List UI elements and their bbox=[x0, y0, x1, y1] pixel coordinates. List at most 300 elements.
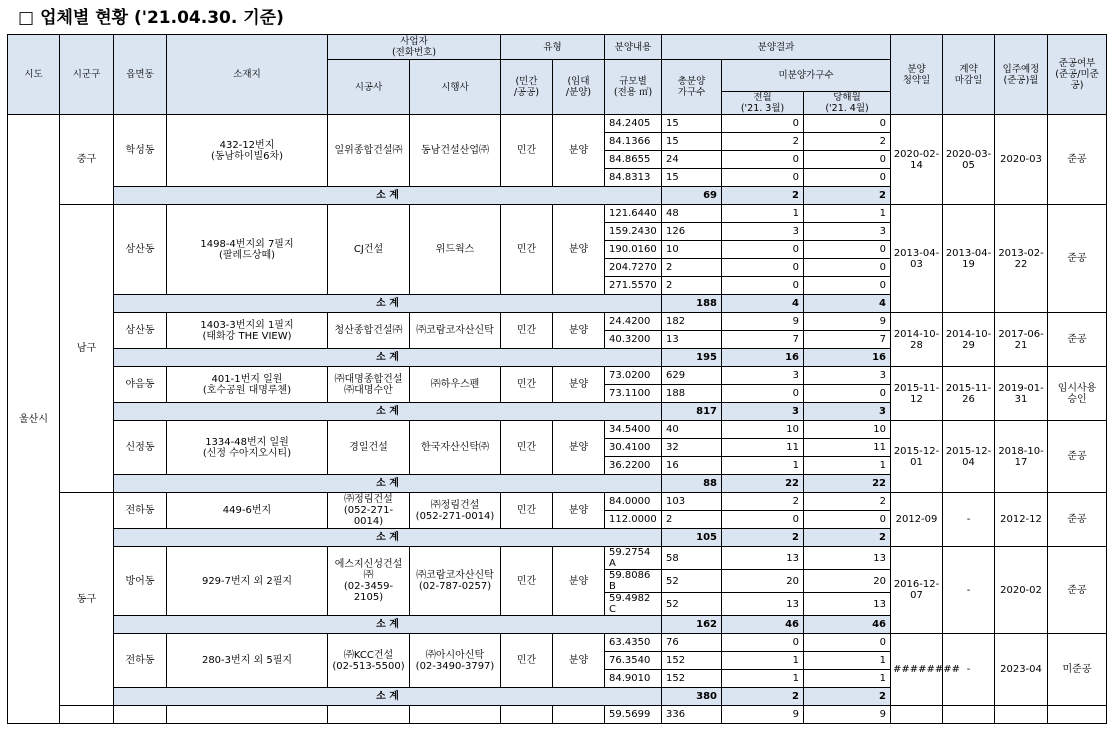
constructor-cell bbox=[328, 313, 410, 349]
prev-month-cell-text: 2 bbox=[792, 136, 800, 147]
move-in-cell bbox=[995, 367, 1048, 421]
type-private-cell-text: 민간 bbox=[516, 575, 537, 587]
type-lease-cell bbox=[553, 493, 605, 529]
size-cell-text: 59.4982 C bbox=[609, 593, 651, 615]
move-in-cell bbox=[995, 547, 1048, 634]
total-units-cell bbox=[662, 439, 722, 457]
prev-month-cell bbox=[722, 223, 804, 241]
sale-start-cell-text: 2015-11- 12 bbox=[893, 382, 940, 405]
location-cell-text: 280-3번지 외 5필지 bbox=[201, 655, 293, 666]
dong-cell-text: 전하동 bbox=[125, 505, 155, 516]
type-lease-cell bbox=[553, 421, 605, 475]
subtotal-prev bbox=[722, 349, 804, 367]
location-cell bbox=[167, 634, 328, 688]
move-in-cell-text: 2019-01- 31 bbox=[998, 382, 1044, 405]
developer-cell-text: 위드웍스 bbox=[435, 244, 475, 255]
developer-cell bbox=[410, 634, 501, 688]
this-month-cell bbox=[804, 670, 891, 688]
size-cell bbox=[605, 493, 662, 511]
total-units-cell-text: 76 bbox=[666, 637, 679, 648]
subtotal-label-text: 소 계 bbox=[376, 298, 399, 309]
this-month-cell bbox=[804, 277, 891, 295]
this-month-cell-text: 9 bbox=[879, 316, 887, 327]
location-cell bbox=[167, 205, 328, 295]
this-month-cell bbox=[804, 367, 891, 385]
empty-cell bbox=[114, 706, 167, 724]
move-in-cell-text: 2023-04 bbox=[1000, 664, 1042, 675]
constructor-cell bbox=[328, 421, 410, 475]
type-private-cell-text: 민간 bbox=[516, 505, 537, 516]
this-month-cell bbox=[804, 259, 891, 277]
total-units-cell-text: 48 bbox=[666, 208, 679, 219]
type-lease-cell bbox=[553, 205, 605, 295]
developer-cell bbox=[410, 421, 501, 475]
size-cell-text: 204.7270 bbox=[609, 262, 657, 273]
size-cell bbox=[605, 169, 662, 187]
this-month-cell-text: 1 bbox=[879, 673, 887, 684]
total-units-cell bbox=[662, 241, 722, 259]
subtotal-cur-text: 4 bbox=[879, 298, 887, 309]
subtotal-cur bbox=[804, 187, 891, 205]
sale-start-cell-text: 2013-04- 03 bbox=[893, 247, 940, 270]
header-size: 규모별 (전용 ㎡) bbox=[605, 60, 662, 115]
header-prev-month: 전월 ('21. 3월) bbox=[722, 92, 804, 115]
location-cell-text: 1334-48번지 일원 (신정 수아지오시티) bbox=[202, 436, 292, 459]
total-units-cell bbox=[662, 547, 722, 570]
this-month-cell bbox=[804, 241, 891, 259]
contract-end-cell-text: 2020-03- 05 bbox=[945, 148, 992, 171]
contract-end-cell-text: 2015-11- 26 bbox=[945, 382, 992, 405]
prev-month-cell bbox=[722, 151, 804, 169]
size-cell bbox=[605, 241, 662, 259]
dong-cell bbox=[114, 421, 167, 475]
this-month-cell-text: 13 bbox=[873, 552, 887, 564]
total-units-cell-text: 40 bbox=[666, 424, 679, 435]
subtotal-prev bbox=[722, 295, 804, 313]
constructor-cell bbox=[328, 493, 410, 529]
total-units-cell-text: 188 bbox=[666, 388, 686, 399]
constructor-cell-text: 에스지신성건설 ㈜ (02-3459-2105) bbox=[334, 559, 403, 603]
subtotal-prev-text: 2 bbox=[792, 691, 800, 702]
location-cell-text: 449-6번지 bbox=[222, 505, 272, 516]
type-lease-cell-text: 분양 bbox=[568, 575, 589, 587]
prev-month-cell bbox=[722, 259, 804, 277]
size-cell-text: 59.2754 A bbox=[609, 547, 651, 569]
total-units-cell-text: 16 bbox=[666, 460, 679, 471]
developer-cell bbox=[410, 205, 501, 295]
prev-month-cell-text: 0 bbox=[792, 514, 800, 525]
subtotal-prev-text: 2 bbox=[792, 532, 800, 543]
header-this-month: 당해월 ('21. 4월) bbox=[804, 92, 891, 115]
constructor-cell bbox=[328, 205, 410, 295]
size-cell bbox=[605, 547, 662, 570]
sale-start-cell bbox=[891, 547, 943, 634]
completion-cell bbox=[1048, 493, 1107, 547]
size-cell bbox=[605, 331, 662, 349]
header-sigungu: 시군구 bbox=[60, 35, 114, 115]
subtotal-prev-text: 16 bbox=[785, 352, 800, 363]
size-cell-text: 59.5699 bbox=[609, 709, 651, 720]
size-cell-text: 36.2200 bbox=[609, 460, 651, 471]
size-cell bbox=[605, 385, 662, 403]
type-private-cell-text: 민간 bbox=[516, 379, 537, 390]
move-in-cell-text: 2020-02 bbox=[1000, 584, 1042, 596]
total-units-cell-text: 52 bbox=[666, 575, 679, 587]
empty-cell bbox=[60, 706, 114, 724]
subtotal-total bbox=[662, 349, 722, 367]
empty-cell bbox=[328, 706, 410, 724]
prev-month-cell bbox=[722, 169, 804, 187]
prev-month-cell bbox=[722, 706, 804, 724]
total-units-cell bbox=[662, 133, 722, 151]
prev-month-cell bbox=[722, 115, 804, 133]
size-cell-text: 84.1366 bbox=[609, 136, 651, 147]
this-month-cell-text: 0 bbox=[879, 637, 887, 648]
sale-start-cell bbox=[891, 421, 943, 493]
sale-start-cell-text: 2012-09 bbox=[895, 514, 938, 525]
this-month-cell-text: 1 bbox=[879, 460, 887, 471]
total-units-cell-text: 2 bbox=[666, 514, 673, 525]
subtotal-prev bbox=[722, 475, 804, 493]
header-row-1 bbox=[8, 35, 1107, 60]
move-in-cell bbox=[995, 634, 1048, 706]
this-month-cell bbox=[804, 313, 891, 331]
size-cell-text: 84.2405 bbox=[609, 118, 651, 129]
prev-month-cell bbox=[722, 493, 804, 511]
size-cell bbox=[605, 706, 662, 724]
prev-month-cell-text: 2 bbox=[792, 496, 800, 507]
total-units-cell-text: 15 bbox=[666, 136, 679, 147]
header-type-private: (민간 /공공) bbox=[501, 60, 553, 115]
total-units-cell-text: 2 bbox=[666, 280, 673, 291]
type-private-cell-text: 민간 bbox=[516, 145, 537, 156]
completion-cell bbox=[1048, 367, 1107, 421]
total-units-cell-text: 2 bbox=[666, 262, 673, 273]
empty-cell bbox=[995, 706, 1048, 724]
prev-month-cell bbox=[722, 385, 804, 403]
contract-end-cell-text: - bbox=[966, 584, 971, 596]
size-cell bbox=[605, 313, 662, 331]
this-month-cell bbox=[804, 331, 891, 349]
type-private-cell bbox=[501, 115, 553, 187]
size-cell bbox=[605, 593, 662, 616]
type-lease-cell-text: 분양 bbox=[568, 505, 589, 516]
dong-cell-text: 삼산동 bbox=[125, 325, 155, 336]
type-private-cell bbox=[501, 313, 553, 349]
developer-cell bbox=[410, 313, 501, 349]
total-units-cell bbox=[662, 593, 722, 616]
type-private-cell-text: 민간 bbox=[516, 655, 537, 666]
this-month-cell bbox=[804, 652, 891, 670]
empty-cell bbox=[410, 706, 501, 724]
type-lease-cell-text: 분양 bbox=[568, 145, 589, 156]
total-units-cell bbox=[662, 493, 722, 511]
type-lease-cell bbox=[553, 313, 605, 349]
size-cell bbox=[605, 670, 662, 688]
subtotal-label bbox=[114, 403, 662, 421]
type-lease-cell-text: 분양 bbox=[568, 379, 589, 390]
move-in-cell-text: 2013-02- 22 bbox=[998, 247, 1044, 270]
subtotal-label-text: 소 계 bbox=[376, 532, 399, 543]
total-units-cell bbox=[662, 670, 722, 688]
size-cell-text: 34.5400 bbox=[609, 424, 651, 435]
subtotal-total-text: 188 bbox=[696, 298, 718, 309]
prev-month-cell-text: 3 bbox=[792, 226, 800, 237]
move-in-cell bbox=[995, 205, 1048, 313]
type-private-cell bbox=[501, 421, 553, 475]
header-developer: 시행사 bbox=[410, 60, 501, 115]
subtotal-prev bbox=[722, 529, 804, 547]
size-cell-text: 59.8086 B bbox=[609, 570, 651, 592]
move-in-cell bbox=[995, 493, 1048, 547]
subtotal-cur bbox=[804, 475, 891, 493]
dong-cell-text: 삼산동 bbox=[125, 244, 155, 255]
subtotal-prev-text: 3 bbox=[792, 406, 800, 417]
contract-end-cell bbox=[943, 547, 995, 634]
subtotal-total bbox=[662, 187, 722, 205]
this-month-cell-text: 1 bbox=[879, 655, 887, 666]
subtotal-label bbox=[114, 688, 662, 706]
this-month-cell-text: 0 bbox=[879, 280, 887, 291]
subtotal-cur-text: 16 bbox=[872, 352, 887, 363]
subtotal-total bbox=[662, 529, 722, 547]
size-cell-text: 271.5570 bbox=[609, 280, 657, 291]
prev-month-cell-text: 9 bbox=[792, 709, 800, 720]
prev-month-cell-text: 0 bbox=[792, 118, 800, 129]
total-units-cell-text: 336 bbox=[666, 709, 686, 720]
sigungu-cell-text: 중구 bbox=[76, 154, 97, 165]
header-unsold-units: 미분양가구수 bbox=[722, 60, 891, 92]
type-private-cell bbox=[501, 367, 553, 403]
type-private-cell-text: 민간 bbox=[516, 442, 537, 453]
prev-month-cell bbox=[722, 652, 804, 670]
move-in-cell-text: 2020-03 bbox=[1000, 154, 1042, 165]
size-cell-text: 84.0000 bbox=[609, 496, 651, 507]
total-units-cell bbox=[662, 570, 722, 593]
this-month-cell-text: 2 bbox=[879, 136, 887, 147]
subtotal-cur-text: 3 bbox=[879, 406, 887, 417]
developer-cell-text: 한국자산신탁㈜ bbox=[421, 442, 489, 453]
prev-month-cell-text: 11 bbox=[786, 442, 800, 453]
this-month-cell bbox=[804, 421, 891, 439]
move-in-cell bbox=[995, 115, 1048, 205]
sale-start-cell bbox=[891, 634, 961, 706]
location-cell bbox=[167, 367, 328, 403]
prev-month-cell-text: 9 bbox=[792, 316, 800, 327]
subtotal-total-text: 69 bbox=[703, 190, 718, 201]
subtotal-cur bbox=[804, 688, 891, 706]
contract-end-cell bbox=[943, 367, 995, 421]
this-month-cell bbox=[804, 570, 891, 593]
size-cell bbox=[605, 457, 662, 475]
empty-cell bbox=[167, 706, 328, 724]
header-sale-content: 분양내용 bbox=[605, 35, 662, 60]
subtotal-total-text: 195 bbox=[696, 352, 718, 363]
size-cell bbox=[605, 205, 662, 223]
subtotal-cur-text: 2 bbox=[879, 691, 887, 702]
total-units-cell-text: 15 bbox=[666, 118, 679, 129]
prev-month-cell-text: 3 bbox=[792, 370, 800, 381]
this-month-cell bbox=[804, 223, 891, 241]
subtotal-total bbox=[662, 295, 722, 313]
contract-end-cell-text: - bbox=[966, 664, 971, 675]
this-month-cell-text: 11 bbox=[873, 442, 887, 453]
completion-cell-text: 미준공 bbox=[1062, 664, 1092, 675]
table-row bbox=[8, 115, 1107, 133]
subtotal-label-text: 소 계 bbox=[376, 352, 399, 363]
subtotal-label-text: 소 계 bbox=[376, 190, 399, 201]
type-private-cell bbox=[501, 205, 553, 295]
completion-cell bbox=[1048, 115, 1107, 205]
subtotal-cur bbox=[804, 616, 891, 634]
total-units-cell bbox=[662, 634, 722, 652]
location-cell-text: 929-7번지 외 2필지 bbox=[201, 575, 293, 587]
location-cell-text: 1403-3번지외 1필지 (태화강 THE VIEW) bbox=[200, 319, 294, 342]
size-cell-text: 73.1100 bbox=[609, 388, 651, 399]
total-units-cell-text: 152 bbox=[666, 655, 686, 666]
this-month-cell-text: 10 bbox=[873, 424, 887, 435]
dong-cell-text: 신정동 bbox=[125, 442, 155, 453]
total-units-cell-text: 32 bbox=[666, 442, 679, 453]
prev-month-cell bbox=[722, 593, 804, 616]
this-month-cell bbox=[804, 457, 891, 475]
header-type: 유형 bbox=[501, 35, 605, 60]
prev-month-cell bbox=[722, 133, 804, 151]
prev-month-cell bbox=[722, 277, 804, 295]
sale-start-cell bbox=[891, 313, 943, 367]
sale-start-cell-text: 2016-12- 07 bbox=[893, 579, 940, 601]
type-lease-cell bbox=[553, 367, 605, 403]
prev-month-cell bbox=[722, 205, 804, 223]
size-cell-text: 84.9010 bbox=[609, 673, 651, 684]
header-sale-start: 분양 청약일 bbox=[891, 35, 943, 115]
location-cell bbox=[167, 493, 328, 529]
developer-cell-text: ㈜하우스펜 bbox=[430, 379, 480, 390]
contract-end-cell-text: 2014-10- 29 bbox=[945, 328, 992, 351]
this-month-cell bbox=[804, 593, 891, 616]
total-units-cell bbox=[662, 511, 722, 529]
this-month-cell-text: 0 bbox=[879, 172, 887, 183]
subtotal-prev-text: 46 bbox=[785, 619, 800, 630]
dong-cell-text: 학성동 bbox=[125, 145, 155, 156]
size-cell-text: 190.0160 bbox=[609, 244, 657, 255]
size-cell bbox=[605, 570, 662, 593]
location-cell-text: 401-1번지 일원 (호수공원 대명루첸) bbox=[202, 373, 292, 396]
location-cell-text: 1498-4번지외 7필지 (팔레드상떼) bbox=[200, 238, 294, 261]
subtotal-cur-text: 46 bbox=[872, 619, 887, 630]
contract-end-cell bbox=[943, 205, 995, 313]
prev-month-cell-text: 0 bbox=[792, 637, 800, 648]
sido-cell bbox=[8, 115, 60, 724]
this-month-cell-text: 0 bbox=[879, 388, 887, 399]
this-month-cell bbox=[804, 115, 891, 133]
this-month-cell bbox=[804, 133, 891, 151]
type-private-cell-text: 민간 bbox=[516, 325, 537, 336]
total-units-cell-text: 629 bbox=[666, 370, 686, 381]
size-cell-text: 121.6440 bbox=[609, 208, 657, 219]
subtotal-prev bbox=[722, 403, 804, 421]
contract-end-cell bbox=[943, 313, 995, 367]
constructor-cell bbox=[328, 634, 410, 688]
sigungu-cell bbox=[60, 115, 114, 205]
total-units-cell-text: 13 bbox=[666, 334, 679, 345]
total-units-cell-text: 15 bbox=[666, 172, 679, 183]
prev-month-cell bbox=[722, 241, 804, 259]
prev-month-cell-text: 0 bbox=[792, 172, 800, 183]
type-lease-cell bbox=[553, 547, 605, 616]
size-cell bbox=[605, 133, 662, 151]
dong-cell bbox=[114, 367, 167, 403]
total-units-cell-text: 182 bbox=[666, 316, 686, 327]
table-row bbox=[8, 706, 1107, 724]
location-cell bbox=[167, 547, 328, 616]
subtotal-total bbox=[662, 688, 722, 706]
sale-start-cell bbox=[891, 493, 943, 547]
subtotal-cur bbox=[804, 529, 891, 547]
constructor-cell-text: 일위종합건설㈜ bbox=[334, 145, 403, 156]
table-row bbox=[8, 367, 1107, 385]
total-units-cell-text: 126 bbox=[666, 226, 686, 237]
this-month-cell bbox=[804, 706, 891, 724]
total-units-cell-text: 24 bbox=[666, 154, 679, 165]
total-units-cell bbox=[662, 652, 722, 670]
size-cell-text: 40.3200 bbox=[609, 334, 651, 345]
dong-cell bbox=[114, 205, 167, 295]
location-cell bbox=[167, 421, 328, 475]
this-month-cell bbox=[804, 385, 891, 403]
prev-month-cell-text: 0 bbox=[792, 154, 800, 165]
type-lease-cell-text: 분양 bbox=[568, 442, 589, 453]
developer-cell bbox=[410, 115, 501, 187]
developer-cell-text: ㈜코람코자산신탁 (02-787-0257) bbox=[416, 570, 494, 592]
total-units-cell bbox=[662, 367, 722, 385]
subtotal-label-text: 소 계 bbox=[376, 478, 399, 489]
total-units-cell bbox=[662, 457, 722, 475]
empty-cell bbox=[501, 706, 553, 724]
this-month-cell-text: 0 bbox=[879, 514, 887, 525]
type-lease-cell bbox=[553, 634, 605, 688]
header-sido: 시도 bbox=[8, 35, 60, 115]
this-month-cell bbox=[804, 205, 891, 223]
location-cell bbox=[167, 115, 328, 187]
developer-cell-text: ㈜코람코자산신탁 bbox=[416, 325, 494, 336]
size-cell-text: 63.4350 bbox=[609, 637, 651, 648]
size-cell-text: 112.0000 bbox=[609, 514, 657, 525]
prev-month-cell bbox=[722, 313, 804, 331]
subtotal-prev-text: 22 bbox=[785, 478, 800, 489]
subtotal-label bbox=[114, 475, 662, 493]
subtotal-cur bbox=[804, 403, 891, 421]
prev-month-cell-text: 0 bbox=[792, 262, 800, 273]
completion-cell bbox=[1048, 313, 1107, 367]
prev-month-cell bbox=[722, 439, 804, 457]
prev-month-cell bbox=[722, 547, 804, 570]
size-cell bbox=[605, 421, 662, 439]
size-cell bbox=[605, 634, 662, 652]
this-month-cell-text: 7 bbox=[879, 334, 887, 345]
this-month-cell-text: 3 bbox=[879, 226, 887, 237]
move-in-cell-text: 2017-06- 21 bbox=[998, 328, 1044, 351]
total-units-cell bbox=[662, 277, 722, 295]
type-lease-cell-text: 분양 bbox=[568, 325, 589, 336]
contract-end-cell bbox=[943, 115, 995, 205]
contract-end-cell bbox=[943, 493, 995, 547]
developer-cell-text: ㈜정림건설 (052-271-0014) bbox=[415, 499, 495, 522]
header-completion: 준공여부 (준공/미준 공) bbox=[1048, 35, 1107, 115]
this-month-cell bbox=[804, 493, 891, 511]
header-contract-end: 계약 마감일 bbox=[943, 35, 995, 115]
total-units-cell bbox=[662, 223, 722, 241]
